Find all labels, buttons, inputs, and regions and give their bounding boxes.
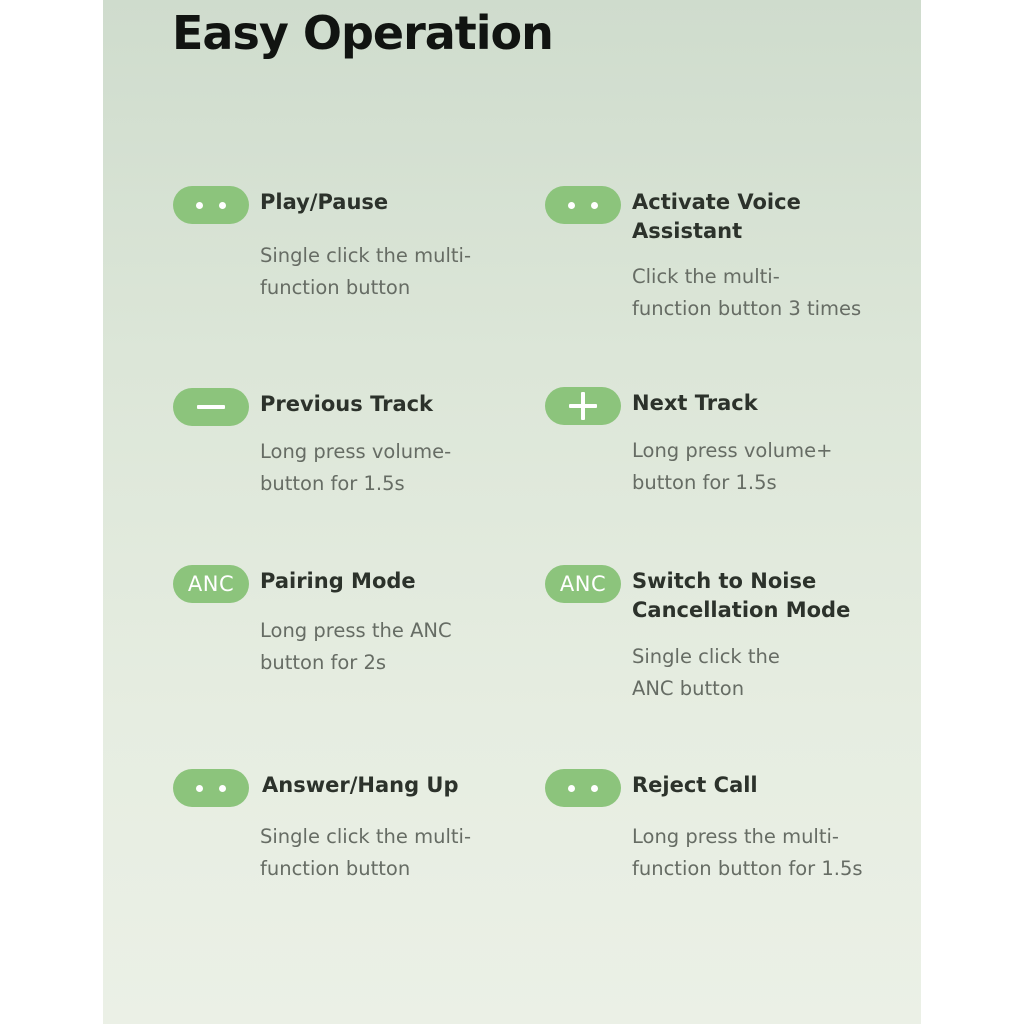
page-title: Easy Operation xyxy=(172,6,553,60)
operation-description-line: Long press volume- xyxy=(260,440,452,463)
operation-description-line: function button xyxy=(260,276,411,299)
operation-description-line: Long press the multi- xyxy=(632,825,839,848)
two-dots-icon xyxy=(173,769,249,807)
instruction-panel xyxy=(103,0,921,1024)
operation-description-line: Single click the multi- xyxy=(260,244,471,267)
two-dots-icon xyxy=(173,186,249,224)
operation-description-line: button for 1.5s xyxy=(260,472,405,495)
operation-title: Answer/Hang Up xyxy=(262,773,459,797)
operation-description-line: Long press the ANC xyxy=(260,619,452,642)
operation-title: Reject Call xyxy=(632,773,758,797)
operation-description-line: function button for 1.5s xyxy=(632,857,863,880)
two-dots-icon xyxy=(545,769,621,807)
plus-icon xyxy=(545,387,621,425)
operation-description-line: ANC button xyxy=(632,677,745,700)
operation-title: Next Track xyxy=(632,391,758,415)
operation-description-line: button for 2s xyxy=(260,651,387,674)
anc-icon xyxy=(173,565,249,603)
anc-icon-label: ANC xyxy=(187,572,235,596)
operation-title: Play/Pause xyxy=(260,190,389,214)
operation-description-line: button for 1.5s xyxy=(632,471,777,494)
operation-title: Pairing Mode xyxy=(260,569,416,593)
operation-title: Previous Track xyxy=(260,392,434,416)
operation-description-line: Click the multi- xyxy=(632,265,780,288)
minus-icon xyxy=(173,388,249,426)
operation-title: Activate Voice Assistant xyxy=(632,190,801,243)
operation-title: Switch to Noise Cancellation Mode xyxy=(632,569,851,622)
operation-description-line: function button xyxy=(260,857,411,880)
operation-description-line: Single click the multi- xyxy=(260,825,471,848)
anc-icon xyxy=(545,565,621,603)
operation-description-line: Long press volume+ xyxy=(632,439,833,462)
two-dots-icon xyxy=(545,186,621,224)
operation-description-line: function button 3 times xyxy=(632,297,862,320)
operation-description-line: Single click the xyxy=(632,645,780,668)
anc-icon-label: ANC xyxy=(559,572,607,596)
